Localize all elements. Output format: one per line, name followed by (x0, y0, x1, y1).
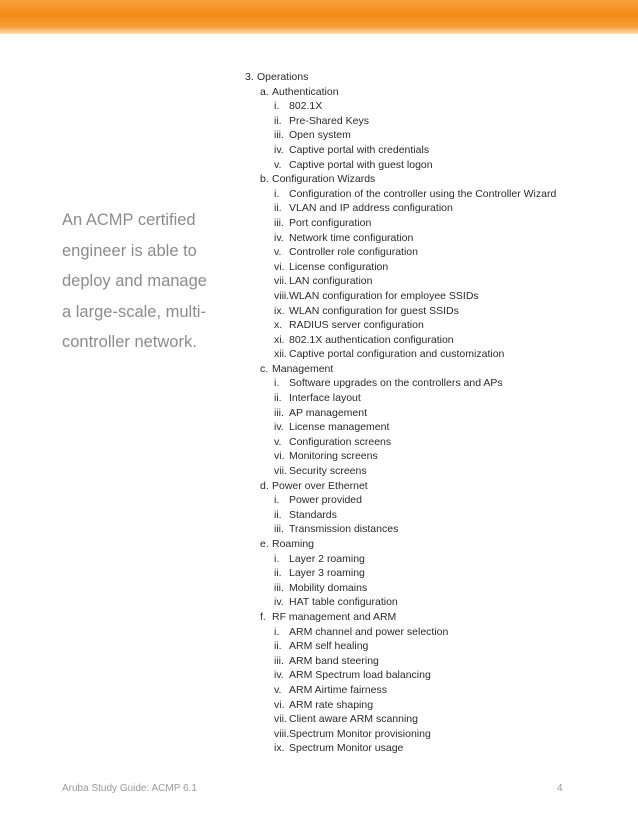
outline-item-level-3 (245, 114, 625, 129)
outline-marker: vii. (274, 713, 287, 726)
outline-text: HAT table configuration (289, 596, 398, 609)
outline-item-level-3 (245, 245, 625, 260)
outline-text: Security screens (289, 465, 367, 478)
outline-text: 802.1X authentication configuration (289, 333, 454, 346)
header-bar (0, 0, 638, 34)
outline-marker: i. (274, 552, 280, 565)
outline-item-level-3 (245, 347, 625, 362)
outline-marker: v. (274, 435, 282, 448)
outline-marker: ii. (274, 202, 282, 215)
outline-item-level-2 (245, 610, 625, 625)
outline-text: Network time configuration (289, 231, 414, 244)
outline-item-level-3 (245, 231, 625, 246)
outline-text: Captive portal configuration and customization (289, 348, 505, 361)
outline-text: ARM Spectrum load balancing (289, 669, 431, 682)
outline-item-level-3 (245, 318, 625, 333)
outline-marker: i. (274, 625, 280, 638)
outline-text: Layer 3 roaming (289, 567, 365, 580)
outline-item-level-3 (245, 698, 625, 713)
outline-item-level-2 (245, 537, 625, 552)
outline-text: Captive portal with credentials (289, 143, 430, 156)
outline-marker: v. (274, 683, 282, 696)
outline-item-level-3 (245, 143, 625, 158)
outline-marker: iii. (274, 581, 284, 594)
outline-text: ARM Airtime fairness (289, 683, 388, 696)
outline-marker: ii. (274, 114, 282, 127)
outline-item-level-3 (245, 99, 625, 114)
pull-quote-line: engineer is able to (62, 241, 197, 260)
outline-item-level-3 (245, 493, 625, 508)
outline-item-level-3 (245, 654, 625, 669)
outline-item-level-3 (245, 216, 625, 231)
outline-item-level-3 (245, 668, 625, 683)
outline-item-level-3 (245, 741, 625, 756)
outline-text: Operations (257, 71, 309, 83)
outline-text: ARM rate shaping (289, 698, 374, 711)
pull-quote-line: a large-scale, multi- (62, 302, 206, 321)
outline-text: Software upgrades on the controllers and APs (289, 377, 503, 390)
outline-marker: ii. (274, 508, 282, 521)
outline-text: ARM band steering (289, 654, 379, 667)
outline-marker: i. (274, 100, 280, 113)
outline-marker: vii. (274, 275, 287, 288)
pull-quote-line: An ACMP certified (62, 211, 196, 229)
outline-marker: ii. (274, 392, 282, 405)
outline-text: AP management (289, 406, 368, 419)
outline-item-level-3 (245, 406, 625, 421)
outline-marker: viii. (274, 289, 290, 302)
outline-text: Client aware ARM scanning (289, 713, 418, 726)
pull-quote-line: controller network. (62, 333, 197, 351)
outline-text: Authentication (272, 85, 339, 98)
outline-text: Transmission distances (289, 523, 399, 536)
outline-item-level-2 (245, 85, 625, 100)
outline-item-level-3 (245, 449, 625, 464)
outline-item-level-3 (245, 158, 625, 173)
outline-marker: ix. (274, 304, 285, 317)
outline-item-level-3 (245, 508, 625, 523)
outline-text: ARM channel and power selection (289, 625, 449, 638)
outline-item-level-3 (245, 712, 625, 727)
outline-text: Interface layout (289, 392, 361, 405)
outline-marker: vi. (274, 698, 285, 711)
outline-text: Controller role configuration (289, 246, 418, 259)
outline-marker: i. (274, 187, 280, 200)
outline-text: Monitoring screens (289, 450, 378, 463)
outline-text: Power provided (289, 494, 362, 507)
outline-marker: iii. (274, 129, 284, 142)
outline-marker: d. (260, 479, 269, 492)
outline-marker: x. (274, 319, 283, 332)
outline-text: Configuration of the controller using the Controller Wizard (289, 187, 557, 200)
outline-item-level-3 (245, 639, 625, 654)
outline-text: Port configuration (289, 216, 372, 229)
outline-item-level-3 (245, 260, 625, 275)
outline-item-level-3 (245, 128, 625, 143)
outline-text: Standards (289, 508, 337, 521)
exam-topic-outline (245, 70, 625, 756)
outline-marker: c. (260, 362, 269, 375)
outline-marker: iv. (274, 421, 284, 434)
outline-text: RF management and ARM (272, 610, 397, 623)
outline-item-level-3 (245, 289, 625, 304)
outline-text: RADIUS server configuration (289, 319, 424, 332)
outline-item-level-2 (245, 172, 625, 187)
pull-quote (62, 205, 232, 358)
outline-marker: iv. (274, 231, 284, 244)
outline-marker: i. (274, 494, 280, 507)
outline-text: Spectrum Monitor provisioning (289, 727, 431, 740)
outline-item-level-3 (245, 304, 625, 319)
outline-marker: iii. (274, 654, 284, 667)
outline-marker: b. (260, 173, 269, 186)
outline-text: WLAN configuration for employee SSIDs (289, 289, 479, 302)
outline-text: VLAN and IP address configuration (289, 202, 453, 215)
outline-text: Power over Ethernet (272, 479, 368, 492)
outline-marker: iv. (274, 143, 284, 156)
outline-text: Management (272, 362, 334, 375)
outline-item-level-3 (245, 595, 625, 610)
pull-quote-line: deploy and manage (62, 272, 207, 290)
outline-text: Configuration Wizards (272, 173, 376, 186)
outline-marker: v. (274, 158, 282, 171)
outline-item-level-3 (245, 581, 625, 596)
outline-marker: i. (274, 377, 280, 390)
outline-marker: iii. (274, 523, 284, 536)
outline-item-level-2 (245, 479, 625, 494)
outline-item-level-2 (245, 362, 625, 377)
outline-text: WLAN configuration for guest SSIDs (289, 304, 459, 317)
outline-marker: vi. (274, 260, 285, 273)
outline-item-level-3 (245, 522, 625, 537)
page-number: 4 (557, 783, 563, 794)
outline-text: Layer 2 roaming (289, 552, 365, 565)
outline-text: Configuration screens (289, 435, 392, 448)
outline-marker: ii. (274, 567, 282, 580)
outline-marker: ii. (274, 640, 282, 653)
outline-item-level-3 (245, 187, 625, 202)
outline-text: Open system (289, 129, 351, 142)
outline-item-level-3 (245, 683, 625, 698)
outline-marker: vii. (274, 465, 287, 478)
outline-item-level-3 (245, 333, 625, 348)
outline-marker: 3. (245, 71, 254, 83)
outline-marker: f. (260, 610, 266, 623)
outline-marker: iii. (274, 406, 284, 419)
outline-item-level-3 (245, 274, 625, 289)
outline-text: License configuration (289, 260, 389, 273)
outline-text: License management (289, 421, 390, 434)
outline-marker: viii. (274, 727, 290, 740)
outline-item-level-1 (245, 70, 625, 85)
outline-item-level-3 (245, 376, 625, 391)
outline-text: Pre-Shared Keys (289, 114, 369, 127)
outline-item-level-3 (245, 625, 625, 640)
outline-item-level-3 (245, 201, 625, 216)
outline-item-level-3 (245, 552, 625, 567)
outline-marker: a. (260, 85, 269, 98)
outline-text: 802.1X (289, 100, 323, 113)
outline-text: Captive portal with guest logon (289, 158, 433, 171)
outline-text: ARM self healing (289, 640, 369, 653)
outline-item-level-3 (245, 420, 625, 435)
outline-text: Spectrum Monitor usage (289, 742, 404, 755)
outline-marker: e. (260, 538, 269, 550)
outline-text: Mobility domains (289, 581, 368, 594)
outline-item-level-3 (245, 566, 625, 581)
outline-marker: iv. (274, 669, 284, 682)
outline-marker: iii. (274, 216, 284, 229)
outline-marker: xii. (274, 348, 287, 361)
outline-marker: ix. (274, 742, 285, 755)
outline-marker: xi. (274, 333, 285, 346)
outline-item-level-3 (245, 435, 625, 450)
outline-text: LAN configuration (289, 275, 373, 288)
outline-marker: iv. (274, 596, 284, 609)
footer-title: Aruba Study Guide: ACMP 6.1 (62, 783, 197, 794)
outline-text: Roaming (272, 538, 315, 550)
outline-item-level-3 (245, 464, 625, 479)
outline-item-level-3 (245, 391, 625, 406)
outline-marker: vi. (274, 450, 285, 463)
outline-marker: v. (274, 246, 282, 259)
outline-item-level-3 (245, 727, 625, 742)
